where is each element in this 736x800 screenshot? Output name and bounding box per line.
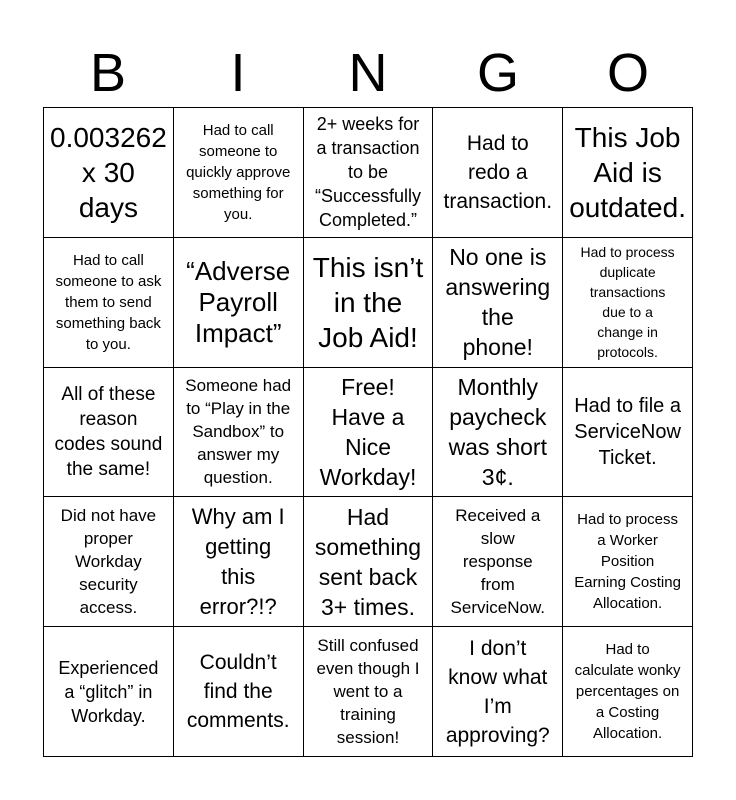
- bingo-cell-r5c1[interactable]: [44, 627, 174, 757]
- cell-text: Had to call someone to ask them to send something back to you.: [55, 251, 162, 353]
- bingo-cell-r2c3[interactable]: [304, 238, 434, 368]
- bingo-cell-r2c4[interactable]: [433, 238, 563, 368]
- bingo-header: [43, 40, 693, 106]
- cell-text: Had to process duplicate transactions due to a change in protocols.: [580, 244, 675, 361]
- bingo-cell-r2c5[interactable]: [563, 238, 693, 368]
- cell-text: Free! Have a Nice Workday!: [319, 373, 417, 490]
- cell-text: Had to process a Worker Position Earning Costing Allocation.: [574, 511, 681, 613]
- header-letter-b: B: [89, 43, 127, 103]
- bingo-cell-r5c4[interactable]: [433, 627, 563, 757]
- cell-text: Experienced a “glitch” in Workday.: [58, 657, 159, 726]
- cell-text: No one is answering the phone!: [445, 244, 551, 361]
- cell-text: Had to calculate wonky percentages on a Costing Allocation.: [574, 641, 681, 743]
- cell-text: Still confused even though I went to a training session!: [316, 636, 420, 748]
- bingo-cell-r5c2[interactable]: [174, 627, 304, 757]
- header-letter-g: G: [476, 43, 519, 103]
- cell-text: Did not have proper Workday security access.: [60, 506, 157, 618]
- bingo-cell-r4c1[interactable]: [44, 497, 174, 627]
- cell-text: This Job Aid is outdated.: [569, 121, 686, 223]
- bingo-cell-r2c1[interactable]: [44, 238, 174, 368]
- cell-text: Couldn’t find the comments.: [186, 651, 290, 733]
- bingo-cell-r3c5[interactable]: [563, 368, 693, 498]
- bingo-cell-r3c3[interactable]: [304, 368, 434, 498]
- cell-text: “Adverse Payroll Impact”: [186, 255, 291, 348]
- bingo-cell-r3c2[interactable]: [174, 368, 304, 498]
- bingo-cell-r1c1[interactable]: [44, 108, 174, 238]
- bingo-cell-r5c3[interactable]: [304, 627, 434, 757]
- cell-text: Had something sent back 3+ times.: [314, 503, 422, 620]
- bingo-cell-r4c3[interactable]: [304, 497, 434, 627]
- cell-text: 0.003262 x 30 days: [50, 121, 167, 223]
- bingo-cell-r1c2[interactable]: [174, 108, 304, 238]
- bingo-cell-r1c4[interactable]: [433, 108, 563, 238]
- cell-text: Monthly paycheck was short 3¢.: [448, 373, 547, 490]
- bingo-cell-r2c2[interactable]: [174, 238, 304, 368]
- cell-text: I don’t know what I’m approving?: [445, 636, 550, 747]
- cell-text: Had to redo a transaction.: [443, 131, 553, 213]
- cell-text: This isn’t in the Job Aid!: [312, 251, 424, 353]
- bingo-cell-r3c4[interactable]: [433, 368, 563, 498]
- bingo-cell-r1c3[interactable]: [304, 108, 434, 238]
- cell-text: Had to call someone to quickly approve something for you.: [186, 121, 291, 223]
- bingo-cell-r4c4[interactable]: [433, 497, 563, 627]
- bingo-cell-r4c5[interactable]: [563, 497, 693, 627]
- header-letter-i: I: [230, 43, 246, 103]
- bingo-cell-r1c5[interactable]: [563, 108, 693, 238]
- bingo-card-grid: [43, 107, 693, 757]
- cell-text: Why am I getting this error?!?: [191, 503, 285, 619]
- bingo-cell-r3c1[interactable]: [44, 368, 174, 498]
- cell-text: All of these reason codes sound the same!: [54, 383, 163, 480]
- cell-text: Someone had to “Play in the Sandbox” to answer my question.: [185, 376, 292, 488]
- header-letter-n: N: [348, 43, 388, 103]
- header-letter-o: O: [606, 43, 649, 103]
- cell-text: Received a slow response from ServiceNow.: [450, 506, 546, 618]
- bingo-cell-r5c5[interactable]: [563, 627, 693, 757]
- bingo-cell-r4c2[interactable]: [174, 497, 304, 627]
- cell-text: Had to file a ServiceNow Ticket.: [574, 394, 681, 469]
- cell-text: 2+ weeks for a transaction to be “Successfully Completed.”: [314, 114, 421, 231]
